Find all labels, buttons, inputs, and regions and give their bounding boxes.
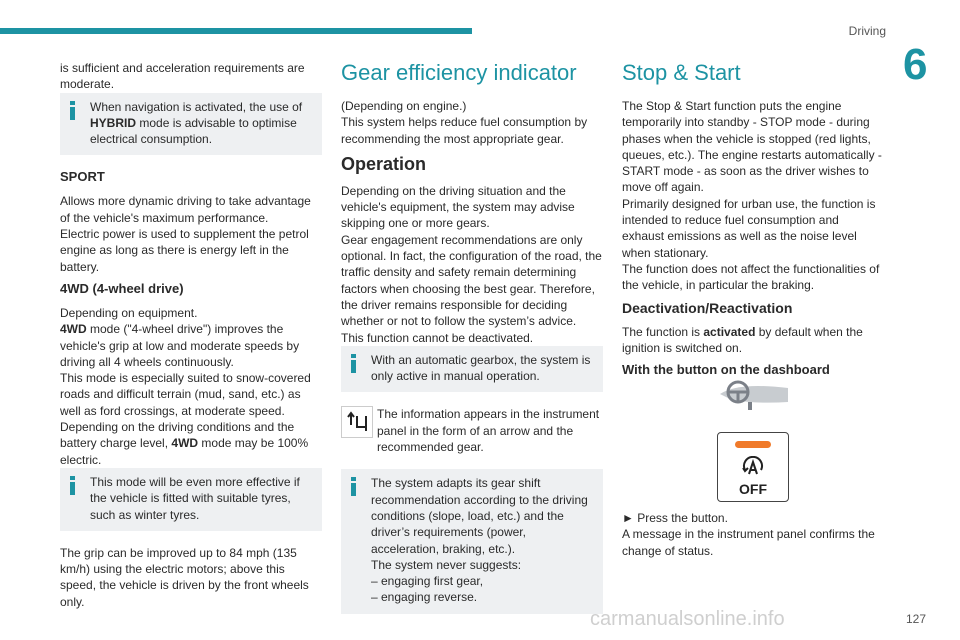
intro-text: is sufficient and acceleration requirements are moderate.	[60, 61, 305, 92]
gear-indicator-title: Gear efficiency indicator	[341, 60, 577, 85]
column-2	[341, 60, 603, 628]
steering-wheel-icon	[718, 380, 790, 414]
page-number: 127	[905, 612, 926, 626]
gear-intro: (Depending on engine.) This system helps reduce fuel consumption by recommending the most appropriate gear.	[341, 99, 588, 146]
deactivation-heading: Deactivation/Reactivation	[622, 299, 793, 316]
press-instructions: ► Press the button. A message in the instrument panel confirms the change of status.	[622, 511, 875, 558]
gear-indicator-row	[341, 406, 603, 455]
stop-start-off-button	[717, 432, 789, 502]
auto-stop-start-icon	[741, 456, 765, 480]
info-icon	[70, 101, 75, 117]
header-accent-bar	[0, 28, 472, 34]
grip-text: The grip can be improved up to 84 mph (135 km/h) using the electric motors; above this speed, the vehicle is driven by the front wheels only.	[60, 545, 309, 609]
info-note-tyres	[60, 468, 322, 531]
note-text: With an automatic gearbox, the system is only active in manual operation.	[371, 352, 591, 384]
button-heading: With the button on the dashboard	[622, 362, 830, 378]
operation-text: Depending on the driving situation and the vehicle's equipment, the system may advise skipping one or more gears. Gear engagement recommendations are only optional. In fact, the configuration of the road, the traffic density and safety remain determining factors when choosing the best gear. Therefore, the driver remains responsible for deciding whether or not to follow the system’s advice. This function cannot be deactivated.	[341, 183, 602, 345]
stop-start-intro: The Stop & Start function puts the engine temporarily into standby - STOP mode - during phases when the vehicle is stopped (red lights, queues, etc.). The engine restarts automatically - START mode - as soon as the driver wishes to move off again. Primarily designed for urban use, the function is intended to reduce fuel consumption and exhaust emissions as well as the noise level when stationary. The function does not affect the functionalities of the vehicle, in particular the braking.	[622, 99, 882, 293]
info-icon	[70, 476, 75, 492]
off-label: OFF	[739, 481, 767, 497]
column-1	[60, 60, 322, 610]
gear-shift-icon	[341, 406, 373, 438]
note-text: This mode will be even more effective if the vehicle is fitted with suitable tyres, such as winter tyres.	[90, 474, 300, 522]
note-text: When navigation is activated, the use of HYBRID mode is advisable to optimise electrical consumption.	[90, 99, 303, 147]
awd-text: Depending on equipment. 4WD mode ("4-wheel drive") improves the vehicle's grip at low and moderate speeds by driving all 4 wheels continuously. This mode is especially suited to snow-covered roads and difficult terrain (mud, sand, etc.) as well as ford crossings, at moderate speed. Depending on the driving conditions and the battery charge level, 4WD mode may be 100% electric.	[60, 305, 311, 467]
section-title: Driving	[848, 24, 886, 38]
operation-heading: Operation	[341, 153, 427, 174]
gear-info-text: The information appears in the instrument panel in the form of an arrow and the recommended gear.	[377, 407, 600, 455]
indicator-led	[735, 441, 771, 448]
column-3	[622, 60, 884, 386]
info-note-adapts	[341, 469, 603, 613]
info-note	[60, 93, 322, 156]
chapter-number: 6	[903, 40, 928, 89]
stop-start-title: Stop & Start	[622, 60, 741, 85]
note-text: The system adapts its gear shift recommendation according to the driving conditions (slope, load, etc.) and the driver’s requirements (power, acceleration, braking, etc.). The system never suggests: – engaging first gear, – engaging reverse.	[371, 476, 588, 605]
info-note-automatic	[341, 346, 603, 393]
sport-text: Allows more dynamic driving to take advantage of the vehicle's maximum performance. Electric power is used to supplement the petrol engine as long as there is energy left in the battery.	[60, 194, 311, 274]
info-icon	[351, 477, 356, 493]
sport-heading: SPORT	[60, 169, 105, 185]
awd-heading: 4WD (4-wheel drive)	[60, 280, 184, 296]
watermark: carmanualsonline.info	[590, 608, 785, 630]
info-icon	[351, 354, 356, 370]
deactivation-text: The function is activated by default when the ignition is switched on.	[622, 324, 863, 355]
